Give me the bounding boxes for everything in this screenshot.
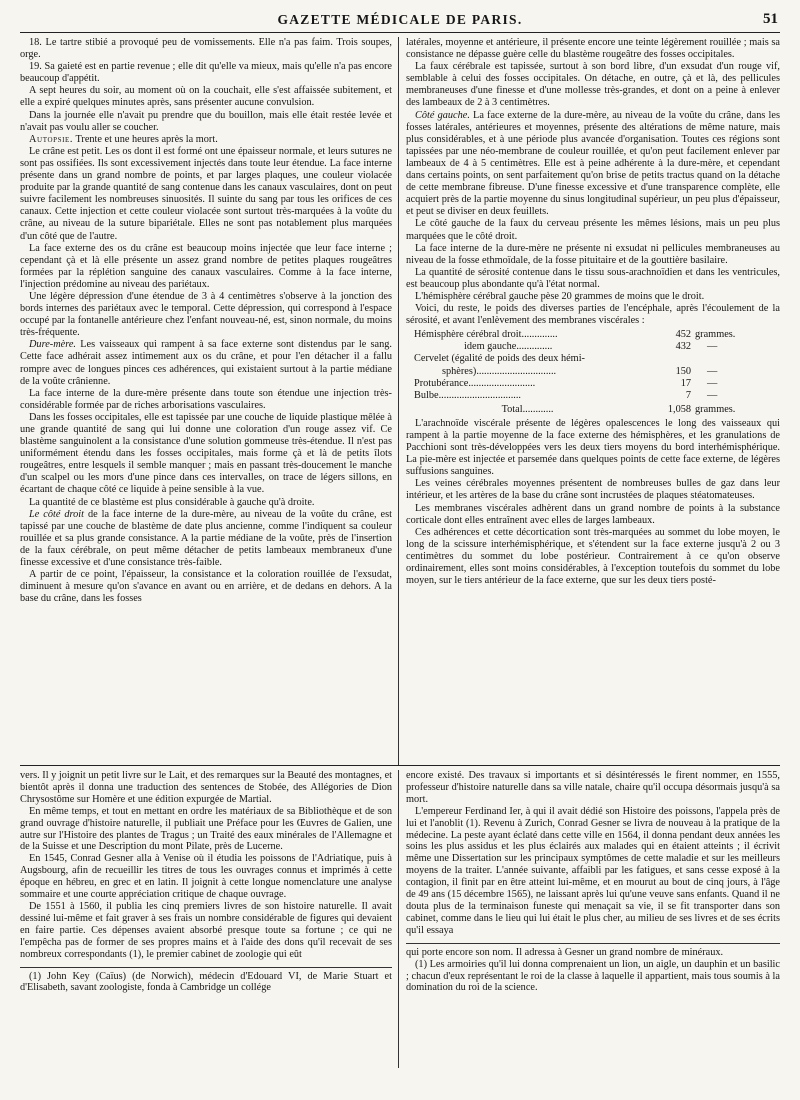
paragraph: La face interne de la dure-mère présente dans toute son étendue une injection très-considérable formée par de riches arborisations vasculaires. <box>20 387 392 411</box>
paragraph: Dans les fosses occipitales, elle est tapissée par une couche de liquide plastique mêlée à une grande quantité de sang qui lui donne une coloration d'un rouge assez vif. Ce blastème sanguinolent a la consistance d'une solution gommeuse très-étendue. Il n'est pas uniformément étendu dans les fosses occipitales, mais forme çà et là de petits îlots rougeâtres, entre lesquels il semble manquer ; mais en passant très-doucement le manche d'un scalpel ou les mors d'une pince dans ces intervalles, on trace de légers sillons, en écartant de chaque côté ce liquide à peine sensible à la vue. <box>20 411 392 496</box>
paragraph: qui porte encore son nom. Il adressa à Gesner un grand nombre de minéraux. <box>406 946 724 958</box>
row-value: 7 <box>685 389 692 401</box>
paragraph: vers. Il y joignit un petit livre sur le Lait, et des remarques sur la Beauté des montagnes, et bientôt après il donna une traduction des sentences de Stobée, des Allégories de Dion Chrysostôme sur Homère et une édition expurgée de Martial. <box>20 770 392 805</box>
table-row <box>412 378 771 390</box>
paragraph: En même temps, et tout en mettant en ordre les matériaux de sa Bibliothèque et de son grand ouvrage d'histoire naturelle, il publiait une Préface pour les Œuvres de Galien, une autre sur l'Histoire des plantes de Tragus ; un Traité des eaux minérales de l'Allemagne et de la Suisse et une Description du mont Pilate, près de Lucerne. <box>20 805 392 853</box>
paragraph: L'arachnoïde viscérale présente de légères opalescences le long des vaisseaux qui rampent à la partie moyenne de la face externe des hémisphères, et les granulations de Pacchioni sont très-développées vers les deux tiers moyens du bord interhémisphérique. La pie-mère est injectée et parsemée dans quelques points de cette face externe, de légères suffusions sanguines. <box>406 417 780 478</box>
paragraph: 18. Le tartre stibié a provoqué peu de vomissements. Elle n'a pas faim. Trois soupes, orge. <box>20 37 392 61</box>
row-value: 150 <box>675 365 692 377</box>
row-unit: — <box>707 341 718 353</box>
lower-left-column <box>20 770 392 1100</box>
row-label: Protubérance.......................... <box>414 377 536 389</box>
upper-right-column <box>406 37 780 761</box>
paragraph: La quantité de sérosité contenue dans le tissu sous-arachnoïdien et dans les ventricules, est beaucoup plus abondante qu'à l'état normal. <box>406 266 780 290</box>
page-number: 51 <box>763 11 778 27</box>
row-unit: — <box>707 377 718 389</box>
paragraph: En 1545, Conrad Gesner alla à Venise où il étudia les poissons de l'Adriatique, puis à Augsbourg, afin de recueillir les titres de tous les ouvrages connus et imprimés à cette époque en hébreu, en grec et en latin. Il joignit à cette longue nomenclature une analyse sommaire et une courte appréciation critique de chaque ouvrage. <box>20 853 392 901</box>
feuilleton-section <box>20 770 780 1100</box>
table-row <box>412 329 771 341</box>
upper-left-column <box>20 37 392 761</box>
paragraph <box>406 110 780 219</box>
total-label: Total............ <box>501 403 554 415</box>
paragraph: Dans la journée elle n'avait pu prendre que du bouillon, mais elle était restée levée et n'avait pas voulu aller se coucher. <box>20 109 392 133</box>
row-value: 17 <box>680 377 692 389</box>
paragraph: Les veines cérébrales moyennes présentent de nombreuses bulles de gaz dans leur intérieur, et les artères de la base du crâne sont incrustées de plaques stéatomateuses. <box>406 478 780 502</box>
row-label: sphères)............................... <box>442 365 557 377</box>
paragraph: La quantité de ce blastème est plus considérable à gauche qu'à droite. <box>29 496 315 508</box>
paragraph: L'hémisphère cérébral gauche pèse 20 grammes de moins que le droit. <box>415 290 705 302</box>
paragraph: Voici, du reste, le poids des diverses parties de l'encéphale, après l'écoulement de la sérosité, et avant l'enlèvement des membranes viscérales : <box>406 303 780 327</box>
paragraph: A partir de ce point, l'épaisseur, la consistance et la coloration rouillée de l'exsudat, diminuent à mesure qu'on s'avance en avant ou en arrière, et de dedans en dehors. A la base du crâne, dans les fosses <box>20 569 392 605</box>
footnote-rule <box>20 967 392 968</box>
weights-table <box>412 329 771 416</box>
paragraph: 19. Sa gaieté est en partie revenue ; elle dit qu'elle va mieux, mais qu'elle n'a pas encore beaucoup d'appétit. <box>20 61 392 85</box>
row-label: Bulbe................................ <box>414 389 521 401</box>
footnote: (1) Les armoiries qu'il lui donna comprenaient un lion, un aigle, un dauphin et un basilic ; chacun d'eux représentant le roi de la classe à laquelle il appartient, mais tous soumis à la domination du roi de la science. <box>406 958 780 994</box>
paragraph <box>20 509 392 569</box>
paragraph: De 1551 à 1560, il publia les cinq premiers livres de son histoire naturelle. Il avait dessiné lui-même et fait graver à ses frais un nombre considérable de figures qui devaient en faire partie. Ces dépenses avaient absorbé presque toute sa fortune ; ce qui ne l'empêcha pas de former de ses propres mains et à l'aide des dons qu'il recevait de ses nombreux correspondants (1), le premier cabinet de zoologie qui eût <box>20 900 392 960</box>
row-unit: grammes. <box>695 329 736 341</box>
cote-droit-heading: Le côté droit <box>29 508 84 520</box>
row-label: Cervelet (égalité de poids des deux hémi- <box>414 353 585 365</box>
row-unit: — <box>707 389 718 401</box>
total-value: 1,058 <box>667 403 692 415</box>
paragraph-text: de la face interne de la dure-mère, au niveau de la voûte du crâne, est tapissé par une couche de blastème de date plus ancienne, comme l'indiquent sa couleur rouillée et sa plus grande consistance. A la partie médiane de la voûte, près de l'insertion de la faux cérébrale, on peut même détacher de petits lambeaux membraneux d'une finesse excessive et d'une consistance très-faible. <box>20 508 392 569</box>
paragraph: L'empereur Ferdinand Ier, à qui il avait dédié son Histoire des poissons, l'appela près de lui et l'anoblit (1). Revenu à Zurich, Conrad Gesner se livra de nouveau à la pratique de la médecine. La peste ayant éclaté dans cette ville en 1564, il donna pendant deux années les soins les plus assidus et les plus éclairés aux malades qui en étaient atteints ; il écrivit même une Dissertation sur les principaux symptômes de cette maladie et sur les meilleurs moyens de la traiter. L'année suivante, affaibli par les fatigues, et sans cesse exposé à la contagion, il finit par en être atteint lui-même, et en mourut au bout de cinq jours, à l'âge de 49 ans (15 décembre 1565), ne laissant après lui qu'une veuve sans enfants. Quand il ne douta plus de la terminaison funeste qui menaçait sa vie, il se fit transporter dans son cabinet, comme dans le lieu qui lui était le plus cher, au milieu de ses livres et de ses écrits qu'il essaya <box>406 805 780 936</box>
footnote: (1) John Key (Caïus) (de Norwich), médecin d'Edouard VI, de Marie Stuart et d'Elisabeth, savant zoologiste, fonda à Cambridge un collége <box>20 970 392 994</box>
paragraph <box>20 339 392 387</box>
paragraph: Le côté gauche de la faux du cerveau présente les mêmes lésions, mais un peu plus marquées que le côté droit. <box>406 218 780 242</box>
row-label: idem gauche.............. <box>464 341 553 353</box>
row-value: 432 <box>675 341 692 353</box>
paragraph: Une légère dépression d'une étendue de 3 à 4 centimètres s'observe à la jonction des bords internes des pariétaux avec le temporal. Cette dépression, qui correspond à l'espace occupé par la fontanelle antérieure chez l'enfant nouveau-né, est, sinon normale, du moins très-fréquente. <box>20 290 392 339</box>
row-label: Hémisphère cérébral droit.............. <box>414 329 558 341</box>
table-row <box>412 353 771 365</box>
paragraph: La face externe des os du crâne est beaucoup moins injectée que leur face interne ; cependant çà et là elle présente un assez grand nombre de petites plaques rougeâtres formées par la réplétion sanguine des canaux vasculaires. Comme à la face interne, l'injection prédomine au niveau des pariétaux. <box>20 242 392 290</box>
row-unit <box>693 353 771 365</box>
paragraph <box>20 134 392 146</box>
paragraph: A sept heures du soir, au moment où on la couchait, elle s'est affaissée subitement, et elle a expiré quelques minutes après, sans présenter aucune convulsion. <box>20 85 392 109</box>
paragraph-text: Trente et une heures après la mort. <box>75 133 218 145</box>
lower-right-column <box>406 770 780 1100</box>
upper-section <box>20 37 780 766</box>
paragraph-text: La face externe de la dure-mère, au niveau de la voûte du crâne, dans les fosses latérales, antérieures et moyennes, présente des altérations de même nature, mais plus considérables, et à une période plus avancée d'organisation. Toutes ces régions sont tapissées par une néo-membrane de couleur rouillée, et qu'on peut facilement enlever par lambeaux de 4 à 5 centimètres. Elle est à peine adhérente à la dure-mère, et cependant dans certains points, on sent parfaitement qu'on brise de petits tractus quand on la détache de cette membrane fibreuse. D'une finesse excessive et d'une transparence complète, elle acquiert près de la partie moyenne du sinus longitudinal supérieur, un peu plus d'épaisseur, et peut se diviser en deux feuillets. <box>406 109 780 218</box>
paragraph: Le crâne est petit. Les os dont il est formé ont une épaisseur normale, et leurs sutures ne sont pas ossifiées. Ils sont excessivement injectés dans toute leur étendue. La face interne présente dans un grand nombre de points, et par larges plaques, une couleur violacée produite par la grande quantité de sang contenue dans les canaux vasculaires, dont on peut suivre facilement les nombreuses sinuosités. Il suinte du sang par tous les orifices de ces canaux. Cette injection et cette couleur violacée sont surtout très-marquées à la voûte du crâne, au niveau de la suture bipariétale. Elles ne sont pas notablement plus marquées d'un côté que de l'autre. <box>20 145 392 242</box>
paragraph-text: Les vaisseaux qui rampent à sa face externe sont distendus par le sang. Cette face adhérait assez intimement aux os du crâne, et pour l'en détacher il a fallu rompre avec de longues pinces ces adhérences, qui existaient surtout à la partie médiane de la voûte crânienne. <box>20 339 392 387</box>
total-row <box>412 402 771 416</box>
page-header <box>20 8 780 33</box>
paragraph: Ces adhérences et cette décortication sont très-marquées au sommet du lobe moyen, le long de la scissure interhémisphérique, et s'étendent sur la face externe jusqu'à 2 ou 3 centimètres du sommet du lobe postérieur. Contrairement à ce qu'on observe ordinairement, elles sont moins considérables, à l'exception toutefois du sommet du lobe moyen, sur le tiers antérieur de la face externe, que sur les deux tiers posté- <box>406 526 780 587</box>
paragraph: encore existé. Des travaux si importants et si désintéressés le firent nommer, en 1555, professeur d'histoire naturelle dans sa ville natale, chaire qu'il occupa désormais jusqu'à sa mort. <box>406 770 780 805</box>
column-divider <box>398 770 399 1068</box>
cote-gauche-heading: Côté gauche. <box>415 109 470 121</box>
paragraph: Les membranes viscérales adhèrent dans un grand nombre de points à la substance corticale dont elles entraînent avec elles de larges lambeaux. <box>406 502 780 526</box>
autopsie-heading: Autopsie. <box>29 133 74 145</box>
total-unit: grammes. <box>695 403 736 415</box>
row-unit: — <box>707 365 718 377</box>
paragraph: La faux cérébrale est tapissée, surtout à son bord libre, d'un exsudat d'un rouge vif, semblable à celui des fosses occipitales. On détache, en outre, çà et là, des pellicules membraneuses d'une finesse et d'une mollesse très-grandes, et dont on a peine à enlever des lambeaux de 2 à 3 centimètres. <box>406 61 780 109</box>
column-divider <box>398 37 399 765</box>
row-value: 452 <box>675 329 692 341</box>
footnote-rule <box>406 943 780 944</box>
table-row <box>412 341 771 353</box>
paragraph: La face interne de la dure-mère ne présente ni exsudat ni pellicules membraneuses au niveau de la fosse ethmoïdale, de la fosse pituitaire et de la gouttière basilaire. <box>406 242 780 266</box>
row-value <box>643 353 693 365</box>
dure-mere-heading: Dure-mère. <box>29 339 76 351</box>
table-row <box>412 390 771 402</box>
table-row <box>412 366 771 378</box>
journal-title: GAZETTE MÉDICALE DE PARIS. <box>277 12 523 27</box>
paragraph: latérales, moyenne et antérieure, il présente encore une teinte légèrement rouillée ; mais sa consistance ne dépasse guère celle du blastème rougeâtre des fosses occipitales. <box>406 37 780 61</box>
